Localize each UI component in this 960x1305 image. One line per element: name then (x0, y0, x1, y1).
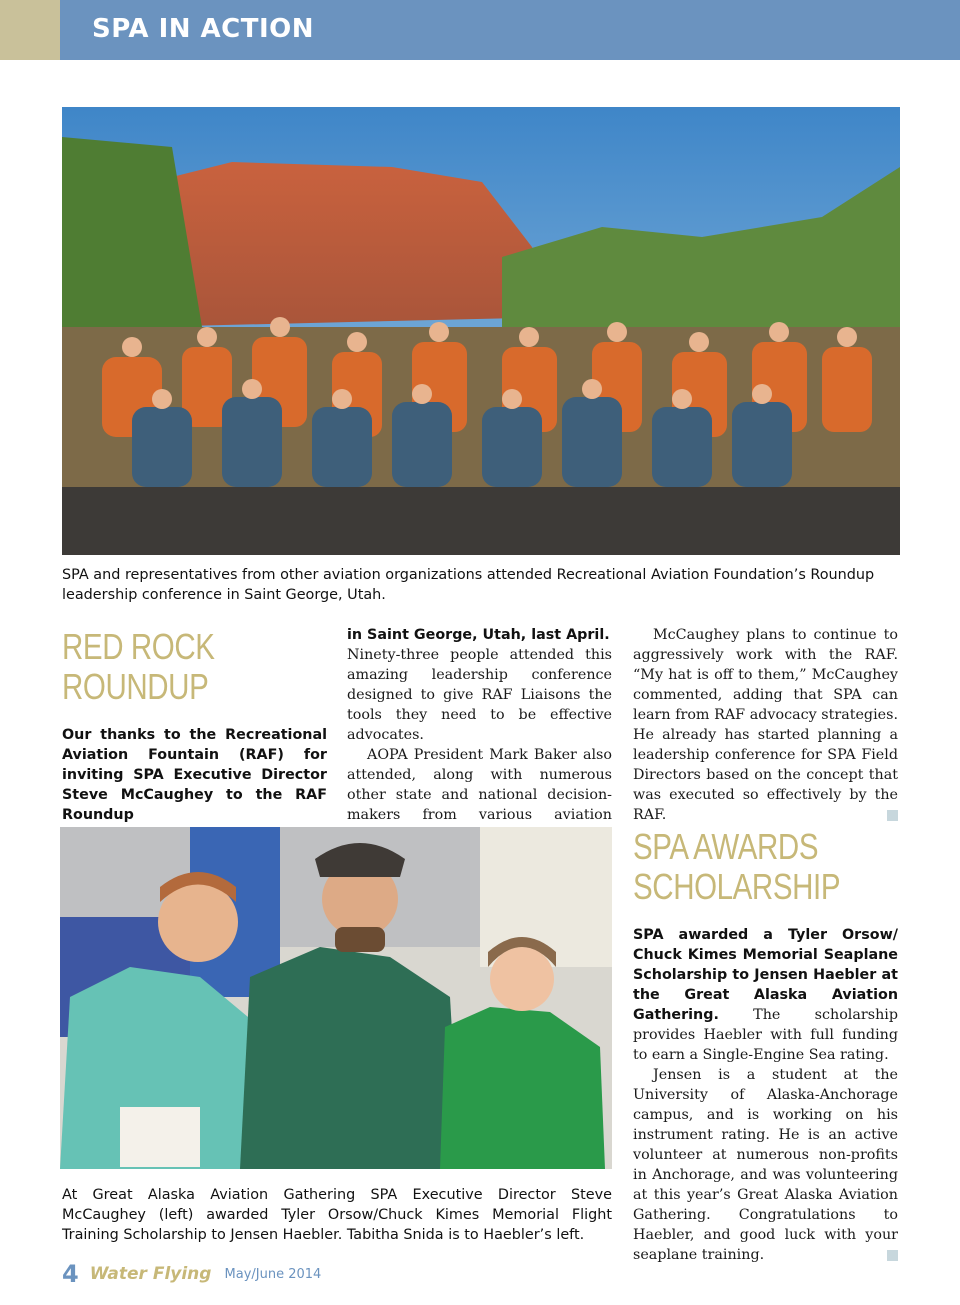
scholarship-photo-caption: At Great Alaska Aviation Gathering SPA Executive Director Steve McCaughey (left) awarded Tyler Orsow/Chuck Kimes Memorial Flight Training Scholarship to Jensen Haebler. Tabitha Snida is to Haebler’s left. (62, 1187, 612, 1243)
red-rock-paragraph-3-text: McCaughey plans to continue to aggressively work with the RAF. “My hat is off to them,” McCaughey commented, adding that SPA can learn from RAF advocacy strategies. He already has started planning a leadership conference for SPA Field Directors based on the concept that was executed so effectively by the RAF. (633, 627, 898, 823)
scholarship-paragraph-1-rest: The scholarship provides Haebler with full funding to earn a Single-Engine Sea rating. (633, 1007, 899, 1063)
page-footer (62, 1260, 321, 1290)
red-rock-lead-continued: in Saint George, Utah, last April. (347, 627, 610, 643)
scholarship-paragraph-2 (633, 1065, 898, 1265)
red-rock-column-2 (347, 625, 612, 845)
group-photo-red-rock (62, 107, 900, 555)
scholarship-paragraph-2-text: Jensen is a student at the University of Alaska-Anchorage campus, and is working on his instrument rating. He is an active volunteer at numerous non-profits in Anchorage, and was volunteering at this year’s Great Alaska Aviation Gathering. Congratulations to Haebler, and good luck with your seaplane training. (633, 1067, 898, 1263)
scholarship-photo (60, 827, 612, 1169)
red-rock-column-3 (633, 625, 898, 825)
red-rock-paragraph-2: AOPA President Mark Baker also attended, along with numerous other state and national decision-makers from various aviation (347, 747, 612, 823)
scholarship-column (633, 925, 898, 1265)
red-rock-paragraph-1: Ninety-three people attended this amazing leadership conference designed to give RAF Liaisons the tools they need to be effective advocates. (347, 647, 612, 743)
red-rock-lead: Our thanks to the Recreational Aviation Fountain (RAF) for inviting SPA Executive Director Steve McCaughey to the RAF Roundup (62, 727, 327, 823)
end-mark-icon (887, 1250, 898, 1261)
scholarship-headline-line2: SCHOLARSHIP (633, 866, 841, 907)
scholarship-headline-line1: SPA AWARDS (633, 826, 819, 867)
issue-date: May/June 2014 (224, 1266, 322, 1282)
page-number: 4 (62, 1260, 79, 1288)
end-mark-icon (887, 810, 898, 821)
section-title: SPA IN ACTION (92, 14, 315, 44)
header-accent-block (0, 0, 60, 60)
scholarship-photo-illustration (60, 827, 612, 1169)
top-photo-caption: SPA and representatives from other aviation organizations attended Recreational Aviation Foundation’s Roundup leadership conference in Saint George, Utah. (62, 567, 875, 603)
red-rock-paragraph-3 (633, 625, 898, 825)
magazine-name: Water Flying (89, 1264, 212, 1284)
scholarship-lead: SPA awarded a Tyler Orsow/ Chuck Kimes Memorial Seaplane Scholarship to Jensen Haebler at the Great Alaska Aviation Gathering. (633, 927, 898, 1023)
scholarship-paragraph-1 (633, 925, 898, 1065)
group-photo-illustration (62, 107, 900, 555)
red-rock-headline-line2: ROUNDUP (62, 666, 209, 707)
red-rock-headline-line1: RED ROCK (62, 626, 215, 667)
